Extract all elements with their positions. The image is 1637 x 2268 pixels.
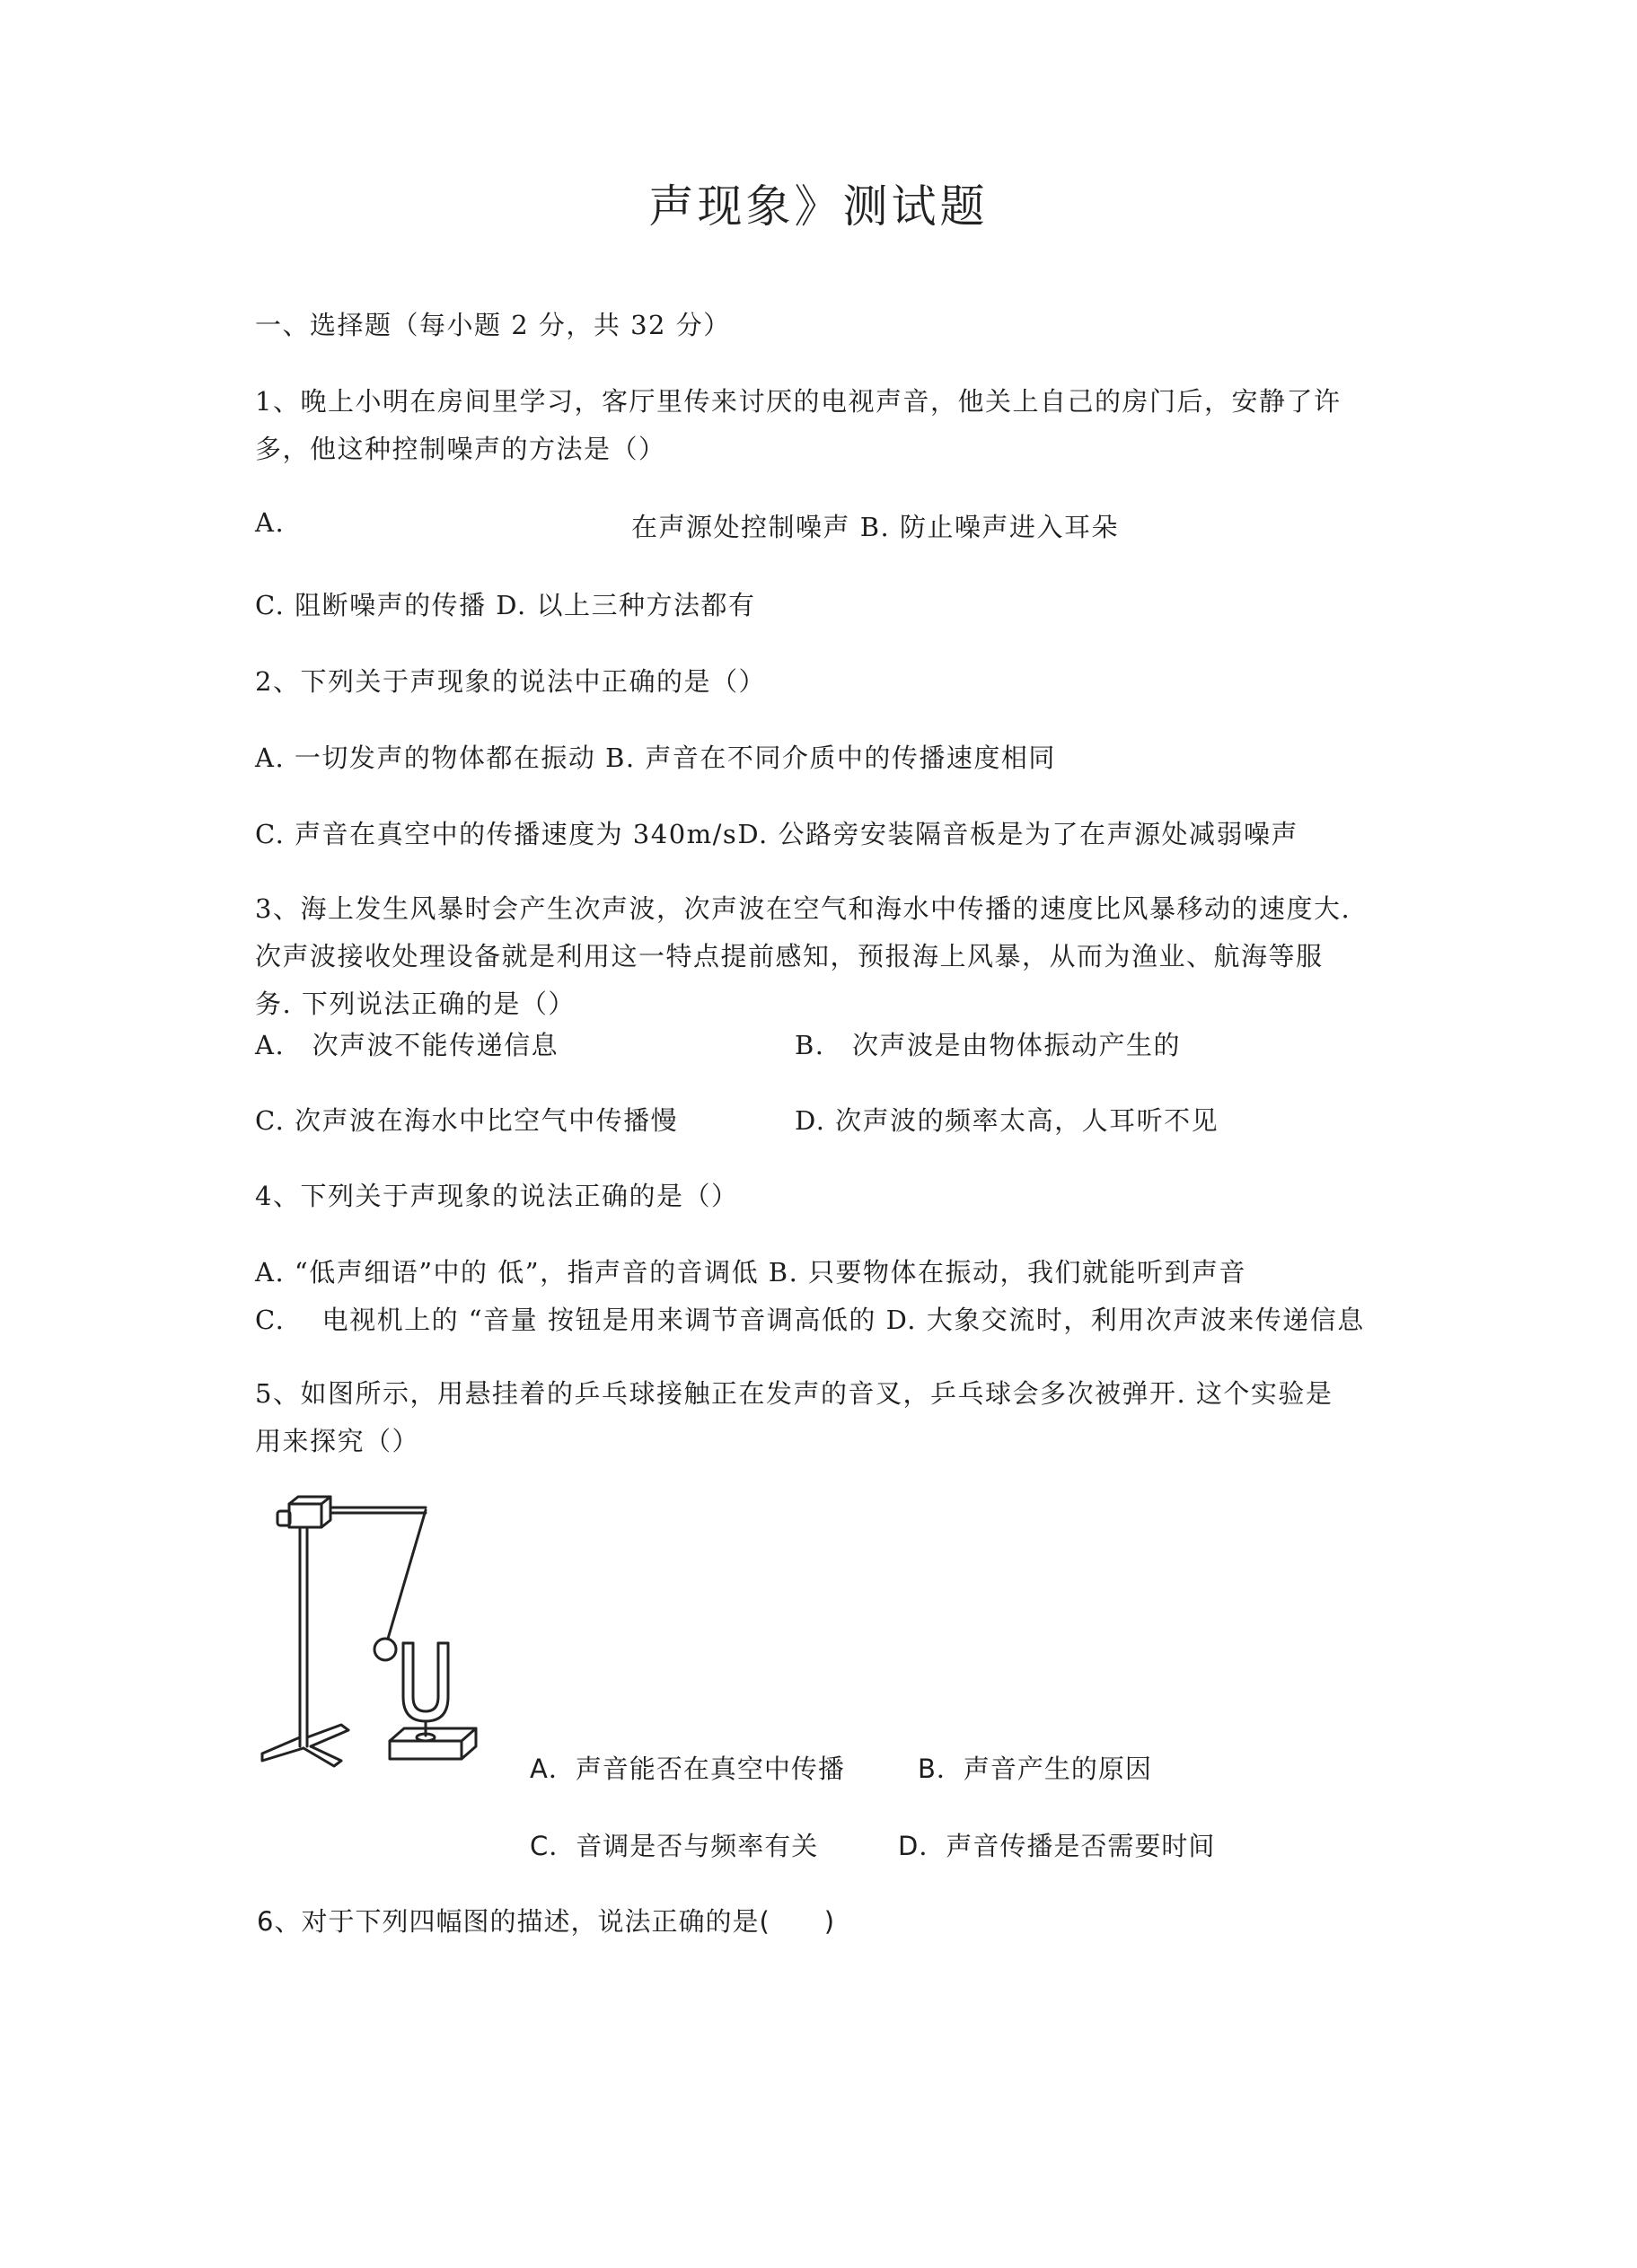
- q3-stem-line-3: 务. 下列说法正确的是（）: [255, 989, 576, 1019]
- q4-options-c-d: C. 电视机上的 “音量 按钮是用来调节音调高低的 D. 大象交流时，利用次声波来传递信息: [255, 1305, 1365, 1335]
- q3-stem-line-2: 次声波接收处理设备就是利用这一特点提前感知，预报海上风暴，从而为渔业、航海等服: [255, 941, 1324, 971]
- q4-options-a-b: A. “低声细语”中的 低”，指声音的音调低 B. 只要物体在振动，我们就能听到声音: [255, 1257, 1247, 1288]
- q5-stem-line-1: 5、如图所示，用悬挂着的乒乓球接触正在发声的音叉，乒乓球会多次被弹开. 这个实验是: [255, 1378, 1333, 1409]
- q1-option-a-label: A.: [255, 507, 286, 538]
- q3-option-d: D. 次声波的频率太高，人耳听不见: [795, 1105, 1219, 1136]
- q1-stem-line-1: 1、晚上小明在房间里学习，客厅里传来讨厌的电视声音，他关上自己的房门后，安静了许: [255, 386, 1342, 417]
- q4-stem: 4、下列关于声现象的说法正确的是（）: [255, 1181, 739, 1211]
- q3-option-c: C. 次声波在海水中比空气中传播慢: [255, 1105, 679, 1136]
- page-title: 声现象》测试题: [648, 180, 989, 233]
- q5-option-a: A．声音能否在真空中传播: [530, 1754, 845, 1784]
- q1-options-a-b: 在声源处控制噪声 B. 防止噪声进入耳朵: [631, 512, 1119, 542]
- q5-option-d: D．声音传播是否需要时间: [898, 1831, 1216, 1861]
- q5-option-c: C．音调是否与频率有关: [530, 1831, 819, 1861]
- q5-stem-line-2: 用来探究（）: [255, 1426, 420, 1456]
- q1-options-c-d: C. 阻断噪声的传播 D. 以上三种方法都有: [255, 590, 756, 620]
- q3-option-a: A. 次声波不能传递信息: [255, 1030, 559, 1060]
- q6-stem: 6、对于下列四幅图的描述，说法正确的是( ): [257, 1906, 836, 1937]
- tuning-fork-ping-pong-figure: [255, 1486, 497, 1773]
- section-heading: 一、选择题（每小题 2 分，共 32 分）: [255, 310, 731, 340]
- q3-stem-line-1: 3、海上发生风暴时会产生次声波，次声波在空气和海水中传播的速度比风暴移动的速度大.: [255, 893, 1351, 924]
- q2-stem: 2、下列关于声现象的说法中正确的是（）: [255, 666, 766, 697]
- q2-options-c-d: C. 声音在真空中的传播速度为 340m/sD. 公路旁安装隔音板是为了在声源处减弱噪声: [255, 819, 1298, 849]
- q2-options-a-b: A. 一切发声的物体都在振动 B. 声音在不同介质中的传播速度相同: [255, 743, 1056, 773]
- q3-option-b: B. 次声波是由物体振动产生的: [795, 1030, 1182, 1060]
- q1-stem-line-2: 多，他这种控制噪声的方法是（）: [255, 434, 666, 464]
- q5-option-b: B．声音产生的原因: [918, 1754, 1152, 1784]
